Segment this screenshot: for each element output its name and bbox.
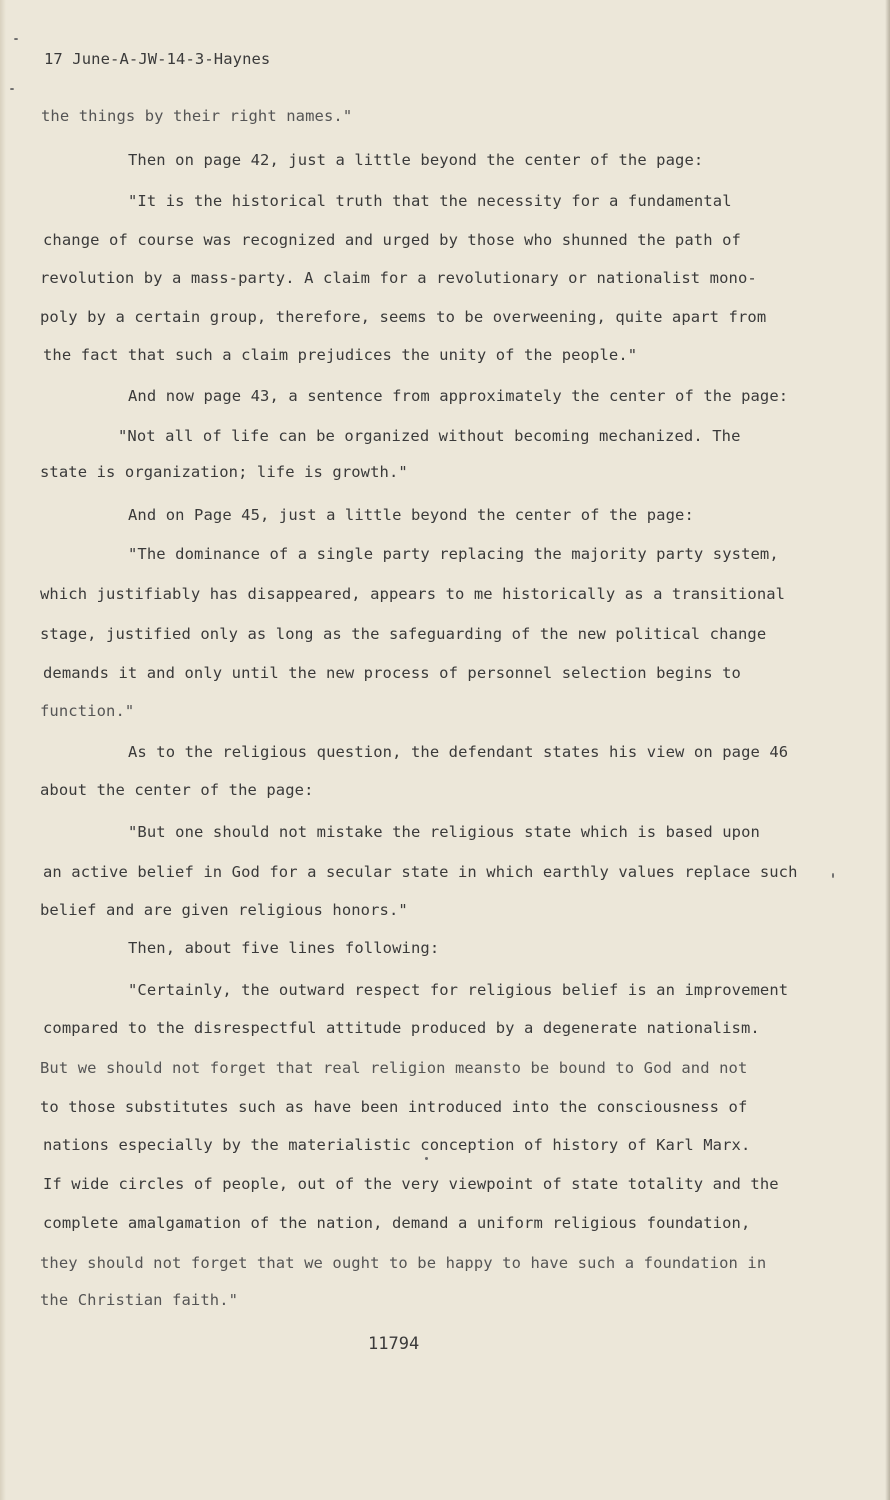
- text-line: "Not all of life can be organized without becoming mechanized. The: [118, 427, 741, 445]
- scan-mark: [14, 38, 18, 40]
- page-number: 11794: [368, 1334, 420, 1354]
- text-line: demands it and only until the new process of personnel selection begins to: [43, 664, 741, 682]
- text-line: change of course was recognized and urged by those who shunned the path of: [43, 231, 741, 249]
- text-line: stage, justified only as long as the safeguarding of the new political change: [40, 625, 767, 643]
- scan-mark: [425, 1157, 428, 1160]
- text-line: which justifiably has disappeared, appears to me historically as a transitional: [40, 585, 786, 603]
- text-line: "It is the historical truth that the necessity for a fundamental: [128, 192, 732, 210]
- text-line: poly by a certain group, therefore, seems to be overweening, quite apart from: [40, 308, 767, 326]
- text-line: about the center of the page:: [40, 781, 314, 799]
- text-line: an active belief in God for a secular state in which earthly values replace such: [43, 863, 798, 881]
- text-line: "But one should not mistake the religious state which is based upon: [128, 823, 760, 841]
- scan-mark: [832, 873, 834, 878]
- text-line: Then on page 42, just a little beyond the center of the page:: [128, 151, 704, 169]
- text-line: function.": [40, 702, 135, 720]
- text-line: As to the religious question, the defendant states his view on page 46: [128, 743, 789, 761]
- text-line: to those substitutes such as have been introduced into the consciousness of: [40, 1098, 748, 1116]
- text-line: nations especially by the materialistic conception of history of Karl Marx.: [43, 1136, 751, 1154]
- text-line: the things by their right names.": [41, 107, 353, 125]
- text-line: And on Page 45, just a little beyond the center of the page:: [128, 506, 694, 524]
- text-line: belief and are given religious honors.": [40, 901, 408, 919]
- text-line: "The dominance of a single party replacing the majority party system,: [128, 545, 779, 563]
- scan-mark: [10, 88, 14, 90]
- text-line: compared to the disrespectful attitude produced by a degenerate nationalism.: [43, 1019, 760, 1037]
- page-header-reference: 17 June-A-JW-14-3-Haynes: [44, 50, 271, 68]
- text-line: But we should not forget that real religion meansto be bound to God and not: [40, 1059, 748, 1077]
- text-line: state is organization; life is growth.": [40, 463, 408, 481]
- text-line: If wide circles of people, out of the very viewpoint of state totality and the: [43, 1175, 779, 1193]
- text-line: they should not forget that we ought to be happy to have such a foundation in: [40, 1254, 767, 1272]
- text-line: And now page 43, a sentence from approximately the center of the page:: [128, 387, 789, 405]
- text-line: "Certainly, the outward respect for religious belief is an improvement: [128, 981, 789, 999]
- text-line: revolution by a mass-party. A claim for a revolutionary or nationalist mono-: [40, 269, 757, 287]
- text-line: Then, about five lines following:: [128, 939, 440, 957]
- text-line: the fact that such a claim prejudices the unity of the people.": [43, 346, 638, 364]
- text-line: complete amalgamation of the nation, demand a uniform religious foundation,: [43, 1214, 751, 1232]
- page-right-edge: [885, 0, 890, 1500]
- text-line: the Christian faith.": [40, 1291, 239, 1309]
- page-left-edge: [0, 0, 6, 1500]
